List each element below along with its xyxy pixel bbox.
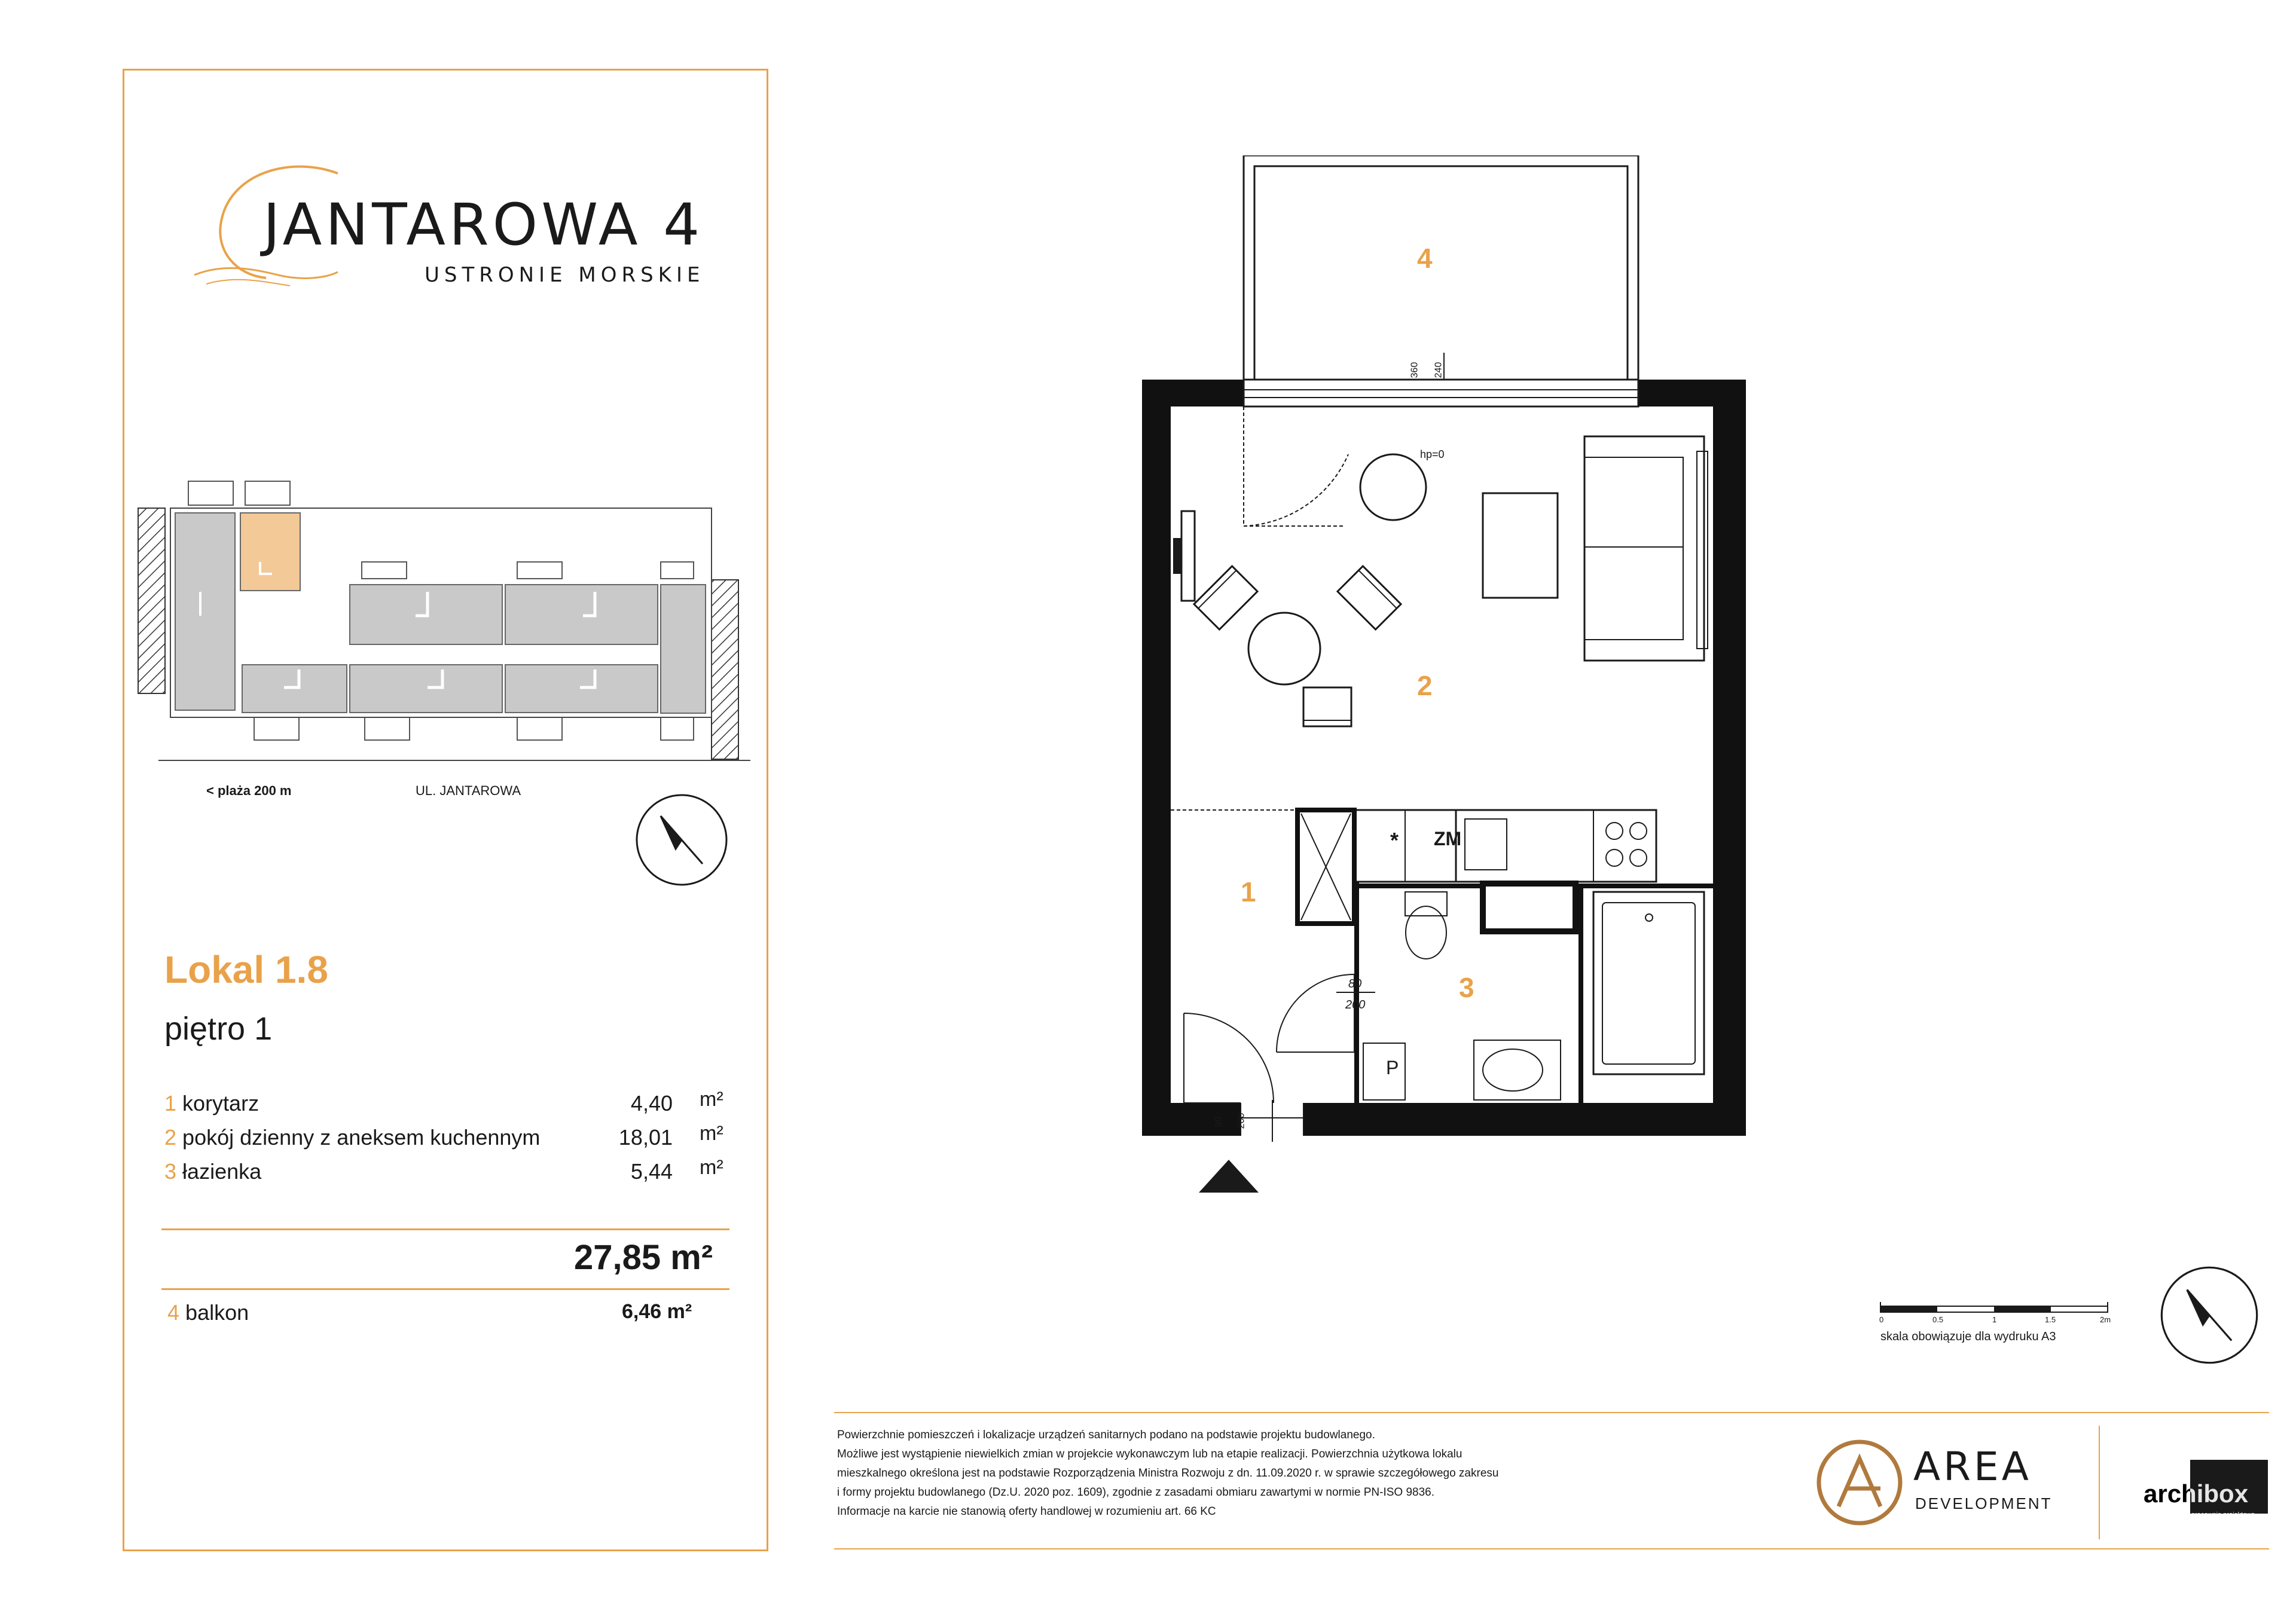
archibox-logo-subtitle: pracownia projektowa — [2191, 1511, 2255, 1518]
room-area: 5,44 — [630, 1159, 673, 1184]
bath-door-dim-width: 80 — [1348, 977, 1362, 991]
balcony-dim-width: 360 — [1409, 362, 1420, 378]
street-label: UL. JANTAROWA — [416, 783, 521, 798]
scale-label: skala obowiązuje dla wydruku A3 — [1880, 1330, 2056, 1343]
room-label-balcony: 4 — [1417, 243, 1433, 274]
divider — [161, 1288, 729, 1290]
door-dim-height: 200 — [1236, 1112, 1247, 1129]
disclaimer-line: Powierzchnie pomieszczeń i lokalizacje urządzeń sanitarnych podano na podstawie projektu budowlanego. — [837, 1429, 1375, 1441]
scale-bar — [1877, 1297, 2117, 1315]
brand-title: JANTAROWA 4 — [263, 191, 704, 258]
bath-door-dim-height: 200 — [1345, 998, 1366, 1011]
compass-icon — [2158, 1264, 2260, 1366]
site-plan — [135, 472, 756, 771]
room-area: 4,40 — [630, 1091, 673, 1115]
floor-label: piętro 1 — [164, 1011, 273, 1047]
room-row — [164, 1125, 540, 1150]
scale-tick: 0 — [1879, 1315, 1884, 1324]
scale-tick: 0.5 — [1932, 1315, 1944, 1324]
p-label: P — [1386, 1057, 1399, 1078]
room-label-bathroom: 3 — [1459, 972, 1474, 1003]
footer-divider — [834, 1548, 2269, 1549]
area-logo-title: AREA — [1913, 1444, 2032, 1490]
scale-tick: 1 — [1992, 1315, 1997, 1324]
area-logo-subtitle: DEVELOPMENT — [1915, 1494, 2053, 1512]
unit-title: Lokal 1.8 — [164, 948, 328, 991]
beach-distance-label: < plaża 200 m — [206, 783, 292, 798]
hp-label: hp=0 — [1420, 448, 1445, 460]
balcony-name: balkon — [185, 1300, 249, 1325]
brand-subtitle: USTRONIE MORSKIE — [425, 263, 705, 287]
total-area: 27,85 m² — [574, 1238, 713, 1277]
balcony-area: 6,46 m² — [622, 1300, 692, 1323]
scale-tick: 2m — [2100, 1315, 2111, 1324]
balcony-row — [167, 1300, 249, 1325]
compass-icon — [634, 792, 729, 888]
disclaimer-line: i formy projektu budowlanego (Dz.U. 2020 poz. 1609), zgodnie z zasadami obmiaru zawartymi w normie PN-ISO 9836. — [837, 1486, 1435, 1499]
room-number: 3 — [164, 1159, 177, 1184]
disclaimer-line: Informacje na karcie nie stanowią oferty handlowej w rozumieniu art. 66 KC — [837, 1505, 1216, 1518]
zm-label: ZM — [1434, 828, 1462, 849]
room-name: korytarz — [182, 1091, 259, 1115]
star-label: * — [1390, 828, 1399, 852]
door-dim-width: 90 — [1213, 1117, 1224, 1127]
floor-plan — [1124, 155, 1776, 1202]
room-name: łazienka — [182, 1159, 262, 1184]
room-area-unit: m² — [700, 1088, 723, 1111]
room-number: 2 — [164, 1125, 177, 1150]
room-area: 18,01 — [618, 1125, 673, 1150]
room-row — [164, 1159, 261, 1184]
logo-separator — [2099, 1426, 2100, 1539]
room-row — [164, 1091, 259, 1116]
area-logo-icon — [1815, 1438, 1904, 1527]
balcony-number: 4 — [167, 1300, 180, 1325]
footer-divider — [834, 1412, 2269, 1413]
room-label-hall: 1 — [1241, 876, 1256, 907]
room-area-unit: m² — [700, 1156, 723, 1179]
room-label-living: 2 — [1417, 670, 1433, 701]
room-number: 1 — [164, 1091, 177, 1115]
disclaimer — [837, 1426, 1498, 1521]
disclaimer-line: Możliwe jest wystąpienie niewielkich zmian w projekcie wykonawczym lub na etapie realizacji. Powierzchnia użytkowa lokalu — [837, 1448, 1463, 1460]
balcony-dim-height: 240 — [1433, 362, 1444, 378]
scale-tick: 1.5 — [2045, 1315, 2056, 1324]
archibox-logo: archibox — [2144, 1480, 2249, 1508]
divider — [161, 1228, 729, 1230]
room-name: pokój dzienny z aneksem kuchennym — [182, 1125, 541, 1150]
disclaimer-line: mieszkalnego określona jest na podstawie Rozporządzenia Ministra Rozwoju z dn. 11.09.2020 r. w sprawie szczegółowego zakresu — [837, 1467, 1499, 1480]
room-area-unit: m² — [700, 1122, 723, 1145]
